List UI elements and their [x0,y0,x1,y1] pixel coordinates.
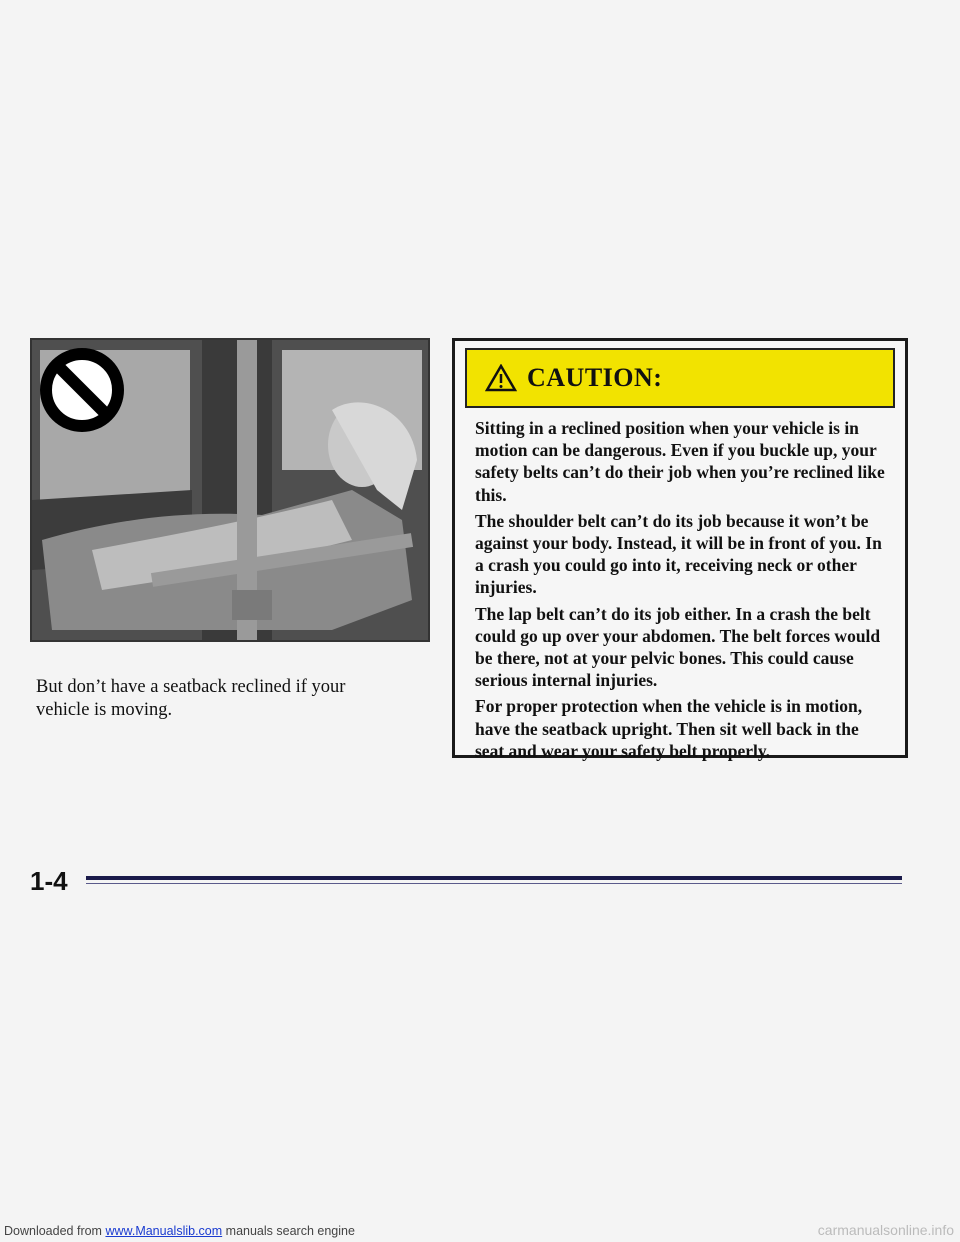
footer-rule-thin [86,883,902,884]
caution-box [452,338,908,761]
footer-prefix: Downloaded from [4,1224,102,1238]
warning-triangle-icon [485,364,517,392]
caution-title: CAUTION: [527,363,663,392]
footer-suffix: manuals search engine [225,1224,355,1238]
caution-header [465,348,895,408]
page-number: 1-4 [30,866,68,896]
watermark-text: carmanualsonline.info [817,1222,954,1238]
body-paragraph: But don’t have a seatback reclined if your vehicle is moving. [36,677,346,720]
caution-paragraph: The shoulder belt can’t do its job because it won’t be against your body. Instead, it will be in front of you. In a crash you could go into it, receiving neck or other injuries. [475,510,882,598]
no-sign-icon [36,344,128,436]
manualslib-link[interactable]: www.Manualslib.com [105,1224,223,1238]
download-footer [4,1224,355,1238]
caution-paragraph: The lap belt can’t do its job either. In a crash the belt could go up over your abdomen. The belt forces would be there, not at your pelvic bones. This could cause serious internal injuries. [475,603,881,691]
caution-body [475,417,889,766]
footer-rule [86,876,902,880]
caution-paragraph: Sitting in a reclined position when your vehicle is in motion can be dangerous. Even if you buckle up, your safety belts can’t do their job when you’re reclined like this. [475,418,885,505]
caution-paragraph: For proper protection when the vehicle is in motion, have the seatback upright. Then sit well back in the seat and wear your safety belt properly. [475,696,863,761]
